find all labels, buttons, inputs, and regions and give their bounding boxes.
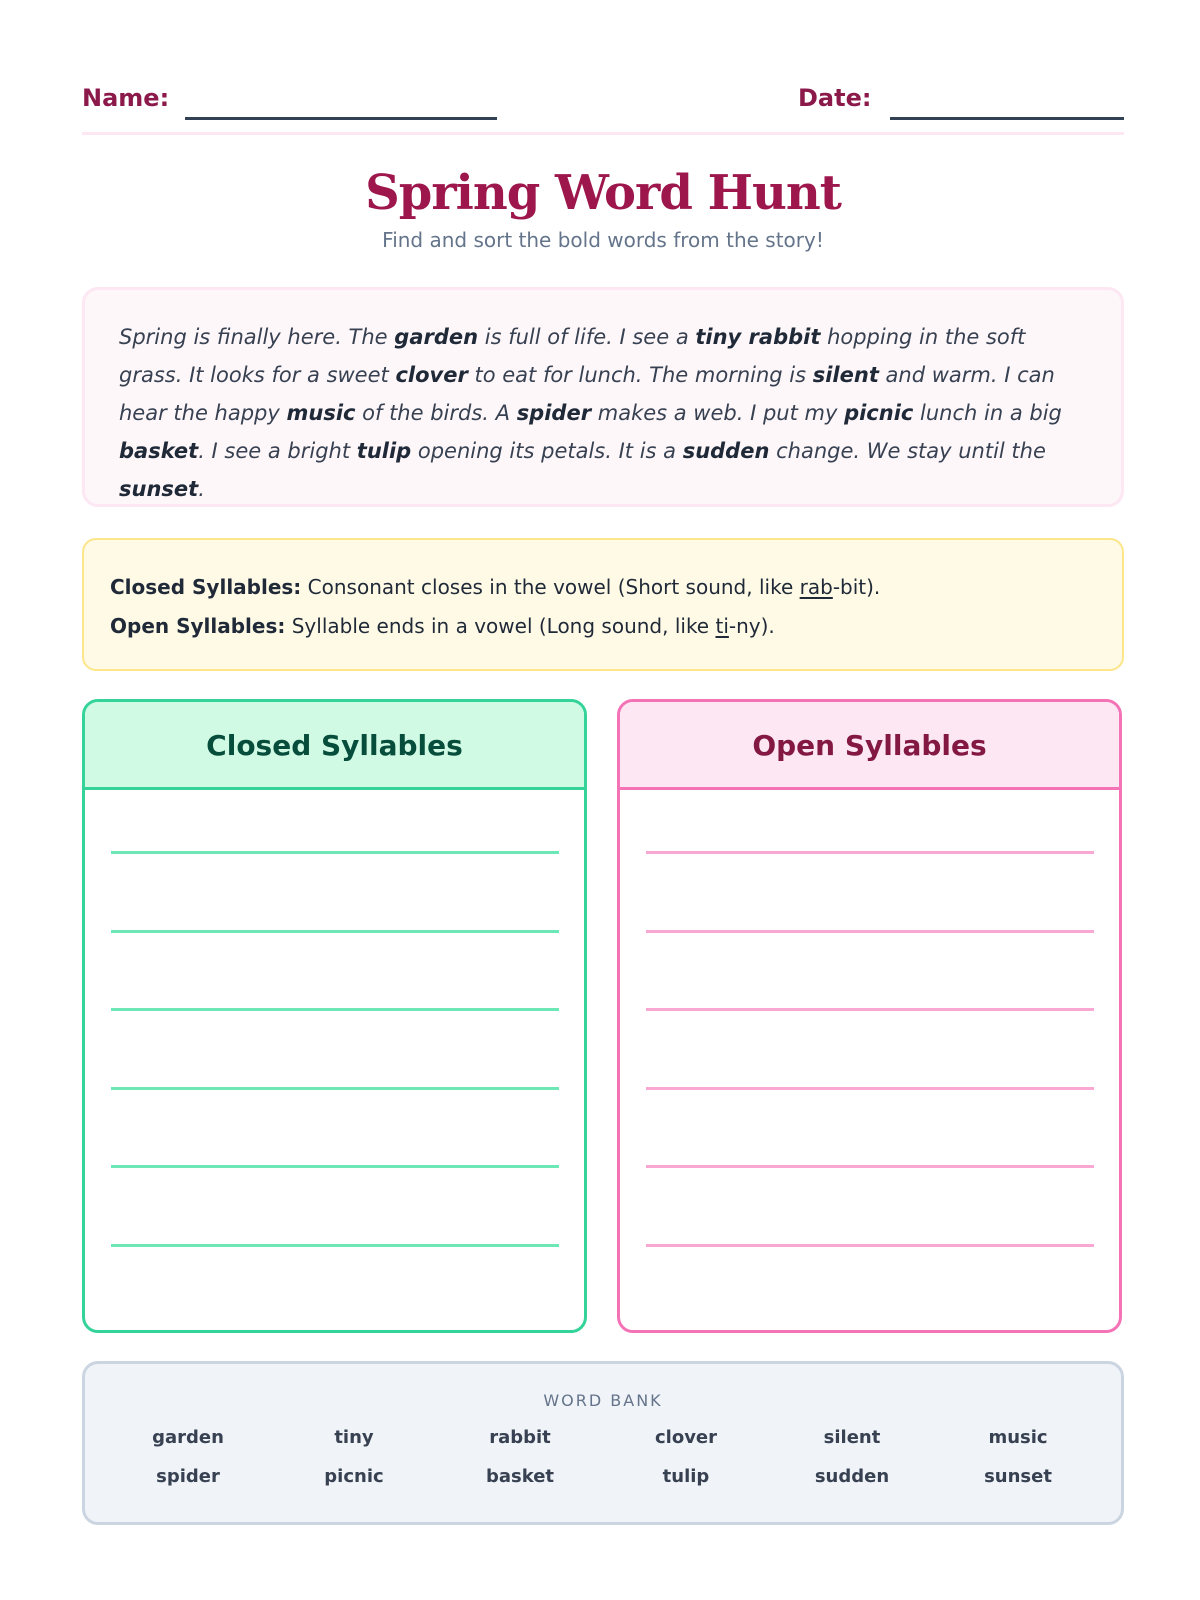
word-bank-item: picnic <box>324 1466 384 1487</box>
story-text-segment: hopping in the soft grass. It looks for a sweet <box>119 325 1026 387</box>
story-bold-word: tulip <box>356 439 412 463</box>
story-bold-word: music <box>286 401 356 425</box>
word-bank-item: clover <box>654 1427 718 1448</box>
story-text-segment: opening its petals. It is a <box>411 439 683 463</box>
closed-rule-text: Consonant closes in the vowel (Short sound, like <box>301 575 800 599</box>
story-text-segment: change. We stay until the <box>769 439 1046 463</box>
word-bank-item: basket <box>485 1466 555 1487</box>
story-bold-word: clover <box>395 363 468 387</box>
open-writing-line[interactable] <box>646 1165 1094 1168</box>
date-field[interactable] <box>890 117 1124 120</box>
word-bank-item: rabbit <box>489 1427 551 1448</box>
story-bold-word: picnic <box>844 401 914 425</box>
open-rule-text: Syllable ends in a vowel (Long sound, like <box>285 614 716 638</box>
closed-writing-line[interactable] <box>111 1244 559 1247</box>
story-text-segment: Spring is finally here. The <box>119 325 395 349</box>
name-label: Name: <box>82 84 170 112</box>
date-label: Date: <box>798 84 872 112</box>
name-field[interactable] <box>185 117 497 120</box>
word-bank-item: tulip <box>662 1466 710 1487</box>
story-bold-word: silent <box>812 363 879 387</box>
story-text-segment: and warm. I can hear the happy <box>119 363 1055 425</box>
story-text-segment: makes a web. I put my <box>591 401 845 425</box>
word-bank-item: music <box>988 1427 1048 1448</box>
story-bold-word: basket <box>119 439 199 463</box>
closed-rule-label: Closed Syllables: <box>110 575 302 599</box>
closed-rule-example-rest: -bit). <box>832 575 881 599</box>
closed-writing-line[interactable] <box>111 1008 559 1011</box>
open-rule-example-rest: -ny). <box>728 614 775 638</box>
word-bank-item: tiny <box>334 1427 374 1448</box>
story-bold-word: garden <box>394 325 479 349</box>
story-box <box>82 287 1124 507</box>
story-text-segment: . I see a bright <box>198 439 357 463</box>
story-text-segment: is full of life. I see a <box>478 325 696 349</box>
closed-syllables-heading: Closed Syllables <box>85 702 584 790</box>
syllable-rules-box <box>82 538 1124 671</box>
story-bold-word: sudden <box>682 439 770 463</box>
closed-writing-line[interactable] <box>111 930 559 933</box>
open-writing-line[interactable] <box>646 851 1094 854</box>
open-rule <box>110 607 1096 646</box>
word-bank-item: spider <box>156 1466 220 1487</box>
story-bold-word: spider <box>516 401 592 425</box>
header-divider <box>82 132 1124 135</box>
word-bank <box>82 1361 1124 1525</box>
story-bold-word: sunset <box>119 477 199 501</box>
open-rule-label: Open Syllables: <box>110 614 286 638</box>
closed-rule <box>110 568 1096 607</box>
open-writing-line[interactable] <box>646 930 1094 933</box>
closed-writing-line[interactable] <box>111 851 559 854</box>
open-writing-line[interactable] <box>646 1244 1094 1247</box>
closed-writing-line[interactable] <box>111 1087 559 1090</box>
page-subtitle: Find and sort the bold words from the story! <box>382 228 824 252</box>
open-writing-line[interactable] <box>646 1008 1094 1011</box>
header-row <box>82 84 1124 124</box>
story-bold-word: tiny rabbit <box>695 325 821 349</box>
word-bank-item: sunset <box>984 1466 1052 1487</box>
word-bank-item: garden <box>152 1427 224 1448</box>
story-text <box>119 318 1089 508</box>
open-syllables-box <box>617 699 1122 1333</box>
story-text-segment: to eat for lunch. The morning is <box>467 363 813 387</box>
word-bank-title: WORD BANK <box>543 1391 663 1410</box>
closed-writing-line[interactable] <box>111 1165 559 1168</box>
open-syllables-heading: Open Syllables <box>620 702 1119 790</box>
story-text-segment: lunch in a big <box>913 401 1062 425</box>
word-bank-item: sudden <box>814 1466 890 1487</box>
open-rule-example-underlined: ti <box>715 614 729 638</box>
closed-rule-example-underlined: rab <box>799 575 833 599</box>
page-title: Spring Word Hunt <box>365 165 841 221</box>
closed-syllables-box <box>82 699 587 1333</box>
story-text-segment: of the birds. A <box>355 401 517 425</box>
word-bank-item: silent <box>823 1427 881 1448</box>
story-text-segment: . <box>198 477 205 501</box>
open-writing-line[interactable] <box>646 1087 1094 1090</box>
